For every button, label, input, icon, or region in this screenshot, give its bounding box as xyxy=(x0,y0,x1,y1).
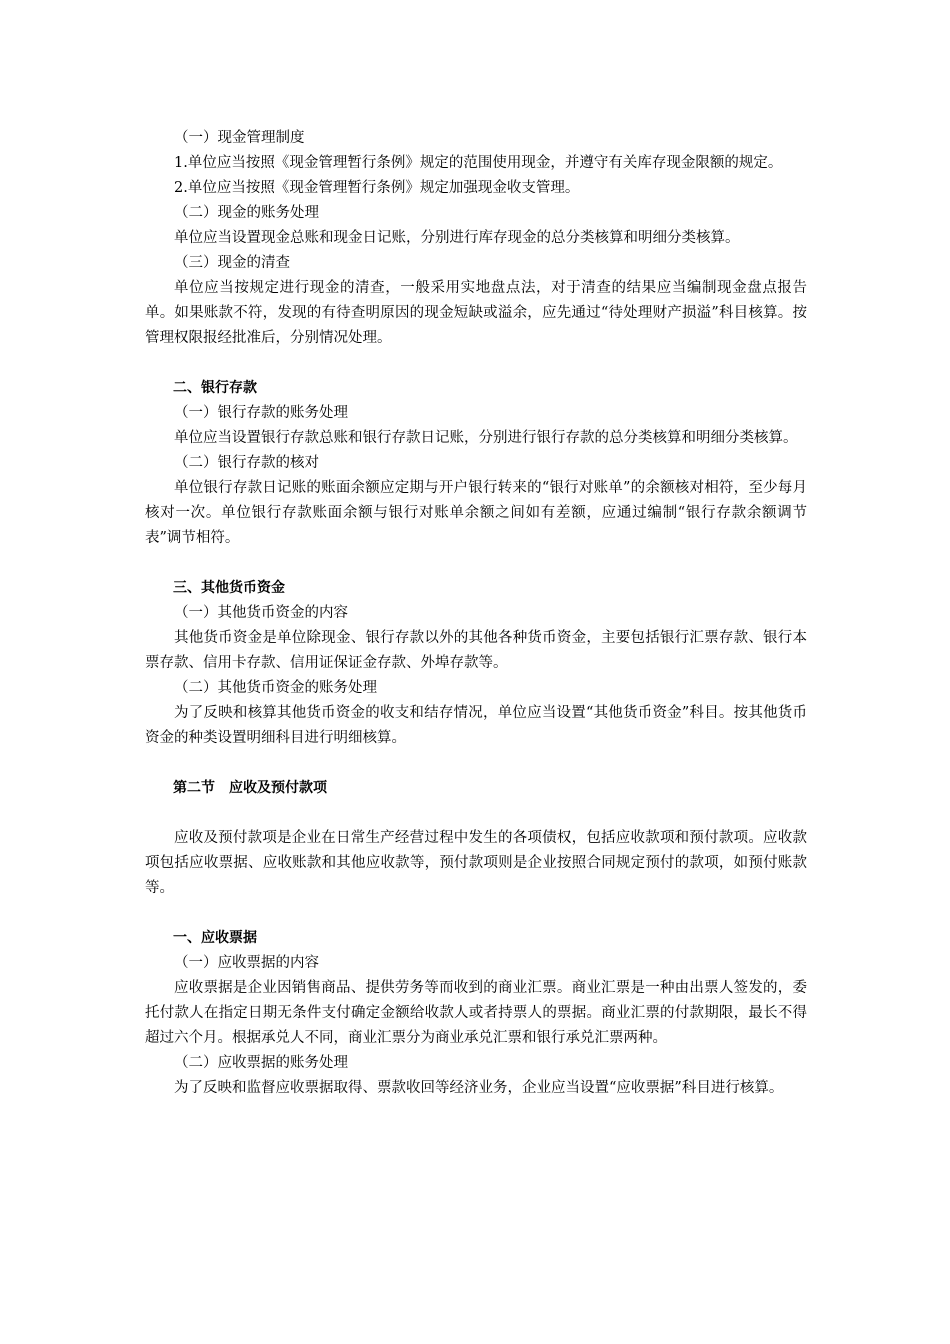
section-heading: 二、银行存款 xyxy=(173,380,257,396)
spacer xyxy=(145,351,807,376)
paragraph: 单位银行存款日记账的账面余额应定期与开户银行转来的“银行对账单”的余额核对相符，至少每月核对一次。单位银行存款账面余额与银行对账单余额之间如有差额，应通过编制“银行存款余额调节表”调节相符。 xyxy=(145,480,807,546)
subheading: （三）现金的清查 xyxy=(174,255,290,271)
paragraph: 为了反映和核算其他货币资金的收支和结存情况，单位应当设置“其他货币资金”科目。按其他货币资金的种类设置明细科目进行明细核算。 xyxy=(145,705,807,746)
subheading: （二）其他货币资金的账务处理 xyxy=(174,680,377,696)
subheading: （二）应收票据的账务处理 xyxy=(174,1055,348,1071)
subheading: （一）应收票据的内容 xyxy=(174,955,319,971)
paragraph: 单位应当设置银行存款总账和银行存款日记账，分别进行银行存款的总分类核算和明细分类核算。 xyxy=(174,430,798,446)
spacer xyxy=(145,751,807,776)
subheading: （二）现金的账务处理 xyxy=(174,205,319,221)
subheading: （二）银行存款的核对 xyxy=(174,455,319,471)
paragraph: 应收及预付款项是企业在日常生产经营过程中发生的各项债权，包括应收款项和预付款项。应收款项包括应收票据、应收账款和其他应收款等，预付款项则是企业按照合同规定预付的款项，如预付账款等。 xyxy=(145,830,807,896)
document-body xyxy=(145,126,807,1101)
paragraph: 为了反映和监督应收票据取得、票款收回等经济业务，企业应当设置“应收票据”科目进行核算。 xyxy=(174,1080,784,1096)
subheading: （一）其他货币资金的内容 xyxy=(174,605,348,621)
section-heading: 三、其他货币资金 xyxy=(173,580,285,596)
paragraph: 2.单位应当按照《现金管理暂行条例》规定加强现金收支管理。 xyxy=(174,180,580,196)
paragraph: 单位应当按规定进行现金的清查，一般采用实地盘点法，对于清查的结果应当编制现金盘点报告单。如果账款不符，发现的有待查明原因的现金短缺或溢余，应先通过“待处理财产损溢”科目核算。按管理权限报经批准后，分别情况处理。 xyxy=(145,280,807,346)
paragraph: 其他货币资金是单位除现金、银行存款以外的其他各种货币资金，主要包括银行汇票存款、银行本票存款、信用卡存款、信用证保证金存款、外埠存款等。 xyxy=(145,630,807,671)
subheading: （一）现金管理制度 xyxy=(174,130,305,146)
section-heading: 一、应收票据 xyxy=(173,930,257,946)
spacer xyxy=(145,551,807,576)
chapter-section-heading: 第二节 应收及预付款项 xyxy=(173,780,327,796)
subheading: （一）银行存款的账务处理 xyxy=(174,405,348,421)
paragraph: 单位应当设置现金总账和现金日记账，分别进行库存现金的总分类核算和明细分类核算。 xyxy=(174,230,740,246)
spacer xyxy=(145,801,807,826)
paragraph: 1.单位应当按照《现金管理暂行条例》规定的范围使用现金，并遵守有关库存现金限额的规定。 xyxy=(174,155,783,171)
paragraph: 应收票据是企业因销售商品、提供劳务等而收到的商业汇票。商业汇票是一种由出票人签发的，委托付款人在指定日期无条件支付确定金额给收款人或者持票人的票据。商业汇票的付款期限，最长不得超过六个月。根据承兑人不同，商业汇票分为商业承兑汇票和银行承兑汇票两种。 xyxy=(145,980,807,1046)
spacer xyxy=(145,901,807,926)
